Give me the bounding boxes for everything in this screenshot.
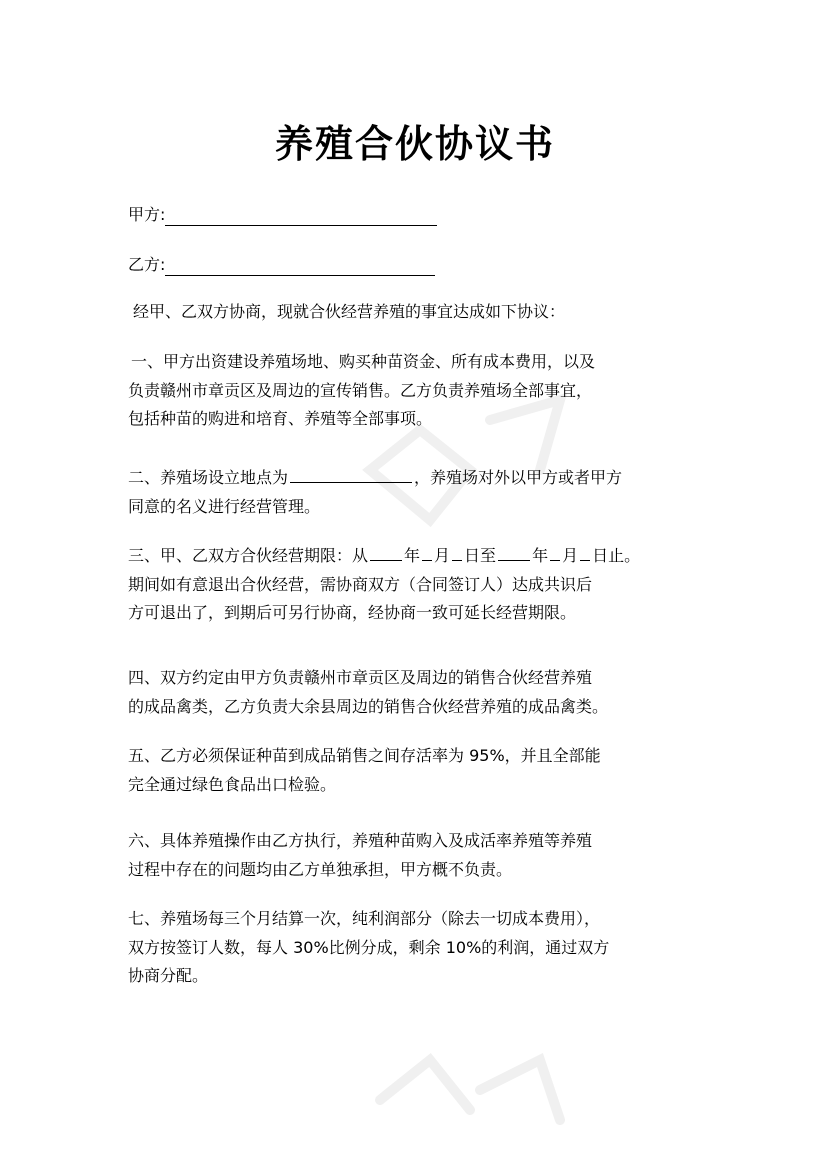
clause-2-line-2: 同意的名义进行经营管理。 xyxy=(128,496,321,516)
clause-2-part-2: ，养殖场对外以甲方或者甲方 xyxy=(414,468,623,487)
end-day-label: 日止。 xyxy=(592,546,641,565)
end-month-label: 月 xyxy=(562,546,579,565)
clause-2-part-1: 二、养殖场设立地点为 xyxy=(128,468,289,487)
clause-4-line-2: 的成品禽类，乙方负责大余县周边的销售合伙经营养殖的成品禽类。 xyxy=(128,696,609,716)
clause-7-line-3: 协商分配。 xyxy=(128,966,209,985)
end-year-label: 年 xyxy=(532,546,549,565)
clause-3-line-1 xyxy=(128,542,728,571)
end-month-blank[interactable] xyxy=(550,544,560,561)
start-month-blank[interactable] xyxy=(422,544,432,561)
clause-3-line-3: 方可退出了，到期后可另行协商，经协商一致可延长经营期限。 xyxy=(128,603,577,622)
start-day-label: 日至 xyxy=(464,546,497,565)
party-a-field xyxy=(128,204,437,226)
party-b-label: 乙方: xyxy=(128,255,166,274)
clause-2 xyxy=(128,464,728,521)
party-b-input-line[interactable] xyxy=(165,257,435,276)
intro-text: 经甲、乙双方协商，现就合伙经营养殖的事宜达成如下协议： xyxy=(133,302,566,321)
intro-paragraph xyxy=(133,298,733,327)
clause-1-line-1: 一、甲方出资建设养殖场地、购买种苗资金、所有成本费用，以及 xyxy=(131,352,596,371)
end-year-blank[interactable] xyxy=(498,544,530,561)
clause-6-line-2: 过程中存在的问题均由乙方单独承担，甲方概不负责。 xyxy=(128,859,513,879)
clause-3-part-1: 三、甲、乙双方合伙经营期限：从 xyxy=(128,546,369,565)
clause-5 xyxy=(128,742,728,799)
clause-7-line-2: 双方按签订人数，每人 30%比例分成，剩余 10%的利润，通过双方 xyxy=(128,937,610,957)
page-title: 养殖合伙协议书 xyxy=(274,121,555,166)
party-a-input-line[interactable] xyxy=(165,207,437,226)
end-day-blank[interactable] xyxy=(580,544,590,561)
party-b-field xyxy=(128,254,435,276)
start-month-label: 月 xyxy=(434,546,451,565)
clause-5-line-2: 完全通过绿色食品出口检验。 xyxy=(128,774,337,794)
clause-4-line-1: 四、双方约定由甲方负责赣州市章贡区及周边的销售合伙经营养殖 xyxy=(128,668,593,687)
clause-6-line-1: 六、具体养殖操作由乙方执行，养殖种苗购入及成活率养殖等养殖 xyxy=(128,831,593,850)
party-a-label: 甲方: xyxy=(128,205,166,224)
location-blank[interactable] xyxy=(290,466,412,483)
clause-4 xyxy=(128,664,728,721)
clause-1 xyxy=(128,348,731,434)
clause-7-line-1: 七、养殖场每三个月结算一次，纯利润部分（除去一切成本费用）， xyxy=(128,909,601,928)
clause-3 xyxy=(128,542,728,628)
clause-2-line-1 xyxy=(128,464,728,493)
clause-3-line-2: 期间如有意退出合伙经营，需协商双方（合同签订人）达成共识后 xyxy=(128,574,593,594)
clause-1-line-3: 包括种苗的购进和培育、养殖等全部事项。 xyxy=(128,409,433,428)
clause-7 xyxy=(128,905,728,991)
clause-6 xyxy=(128,827,728,884)
start-year-label: 年 xyxy=(404,546,421,565)
clause-1-line-2: 负责赣州市章贡区及周边的宣传销售。乙方负责养殖场全部事宜， xyxy=(128,380,593,400)
start-day-blank[interactable] xyxy=(452,544,462,561)
start-year-blank[interactable] xyxy=(370,544,402,561)
clause-5-line-1: 五、乙方必须保证种苗到成品销售之间存活率为 95%，并且全部能 xyxy=(128,746,601,765)
